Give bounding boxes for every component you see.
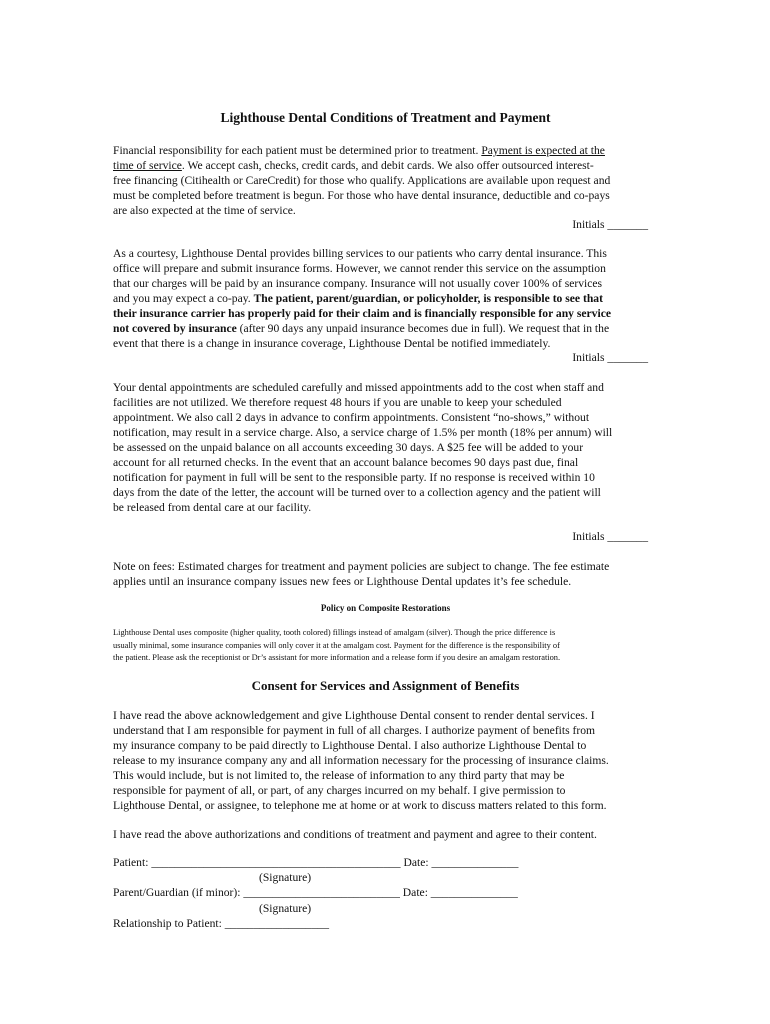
fees-note-paragraph bbox=[113, 559, 658, 589]
paragraph-line: days from the date of the letter, the account will be turned over to a collection agency and the patient will bbox=[113, 486, 601, 499]
paragraph-line: understand that I am responsible for payment in full of all charges. I authorize payment of benefits from bbox=[113, 724, 596, 737]
patient-signature-caption: (Signature) bbox=[259, 871, 312, 884]
composite-policy-paragraph bbox=[113, 627, 658, 665]
consent-title: Consent for Services and Assignment of Benefits bbox=[251, 678, 520, 693]
guardian-signature-line[interactable]: Parent/Guardian (if minor): ___________________________ Date: _______________ bbox=[113, 886, 518, 899]
paragraph-line: appointment. We also call 2 days in advance to confirm appointments. Consistent “no-shows,” without bbox=[113, 411, 590, 424]
initials-field[interactable]: Initials _______ bbox=[572, 351, 648, 364]
paragraph-line: Lighthouse Dental uses composite (higher quality, tooth colored) fillings instead of amalgam (silver). Though the price difference is bbox=[113, 628, 556, 637]
paragraph-line: notification for payment in full will be sent to the responsible party. If no response is received within 10 bbox=[113, 471, 595, 484]
paragraph-line: not covered by insurance (after 90 days any unpaid insurance becomes due in full). We request that in the bbox=[113, 322, 610, 335]
paragraph-line: release to my insurance company any and all information necessary for the processing of insurance claims. bbox=[113, 754, 609, 767]
paragraph-line: the patient. Please ask the receptionist or Dr’s assistant for more information and a release form if you desire an amalgam restoration. bbox=[113, 653, 561, 662]
paragraph-line: account for all returned checks. In the event that an account balance becomes 90 days past due, final bbox=[113, 456, 579, 469]
paragraph-line: notification, may result in a service charge. Also, a service charge of 1.5% per month (18% per annum) will bbox=[113, 426, 613, 439]
appointments-paragraph bbox=[113, 380, 658, 515]
paragraph-line: facilities are not utilized. We therefore request 48 hours if you are unable to keep your scheduled bbox=[113, 396, 562, 409]
paragraph-line: Your dental appointments are scheduled carefully and missed appointments add to the cost when staff and bbox=[113, 381, 604, 394]
paragraph-line: free financing (Citihealth or CareCredit) for those who qualify. Applications are available upon request and bbox=[113, 174, 611, 187]
paragraph-line: I have read the above authorizations and conditions of treatment and payment and agree to their content. bbox=[113, 828, 597, 841]
paragraph-line: event that there is a change in insurance coverage, Lighthouse Dental be notified immediately. bbox=[113, 337, 551, 350]
agreement-statement bbox=[113, 827, 658, 842]
paragraph-line: office will prepare and submit insurance forms. However, we cannot render this service on the assumption bbox=[113, 262, 606, 275]
guardian-signature-caption: (Signature) bbox=[259, 902, 312, 915]
initials-field[interactable]: Initials _______ bbox=[572, 530, 648, 543]
paragraph-line: As a courtesy, Lighthouse Dental provides billing services to our patients who carry dental insurance. This bbox=[113, 247, 607, 260]
document-title: Lighthouse Dental Conditions of Treatment and Payment bbox=[220, 110, 551, 125]
paragraph-line: be assessed on the unpaid balance on all accounts exceeding 30 days. A $25 fee will be added to your bbox=[113, 441, 584, 454]
paragraph-line: applies until an insurance company issues new fees or Lighthouse Dental updates it’s fee schedule. bbox=[113, 575, 572, 588]
paragraph-line: Note on fees: Estimated charges for treatment and payment policies are subject to change. The fee estimate bbox=[113, 560, 610, 573]
financial-responsibility-paragraph bbox=[113, 143, 658, 218]
paragraph-line: This would include, but is not limited to, the release of information to any third party that may be bbox=[113, 769, 565, 782]
patient-signature-line[interactable]: Patient: ___________________________________________ Date: _______________ bbox=[113, 856, 519, 869]
paragraph-line: time of service. We accept cash, checks, credit cards, and debit cards. We also offer outsourced interest- bbox=[113, 159, 594, 172]
paragraph-line: are also expected at the time of service. bbox=[113, 204, 296, 217]
paragraph-line: their insurance carrier has properly paid for their claim and is financially responsible for any service bbox=[113, 307, 611, 320]
paragraph-line: my insurance company to be paid directly to Lighthouse Dental. I also authorize Lighthouse Dental to bbox=[113, 739, 587, 752]
paragraph-line: Financial responsibility for each patient must be determined prior to treatment. Payment is expected at the bbox=[113, 144, 605, 157]
paragraph-line: responsible for payment of all, or part, of any charges incurred on my behalf. I give permission to bbox=[113, 784, 566, 797]
initials-field[interactable]: Initials _______ bbox=[572, 218, 648, 231]
paragraph-line: that our charges will be paid by an insurance company. Insurance will not usually cover 100% of services bbox=[113, 277, 603, 290]
paragraph-line: I have read the above acknowledgement and give Lighthouse Dental consent to render dental services. I bbox=[113, 709, 595, 722]
paragraph-line: Lighthouse Dental, or assignee, to telephone me at home or at work to discuss matters related to this form. bbox=[113, 799, 607, 812]
paragraph-line: usually minimal, some insurance companies will only cover it at the amalgam cost. Payment for the difference is the responsibility of bbox=[113, 640, 560, 650]
paragraph-line: and you may expect a co-pay. The patient, parent/guardian, or policyholder, is responsible to see that bbox=[113, 292, 603, 305]
insurance-paragraph bbox=[113, 246, 658, 351]
relationship-field[interactable]: Relationship to Patient: __________________ bbox=[113, 917, 330, 930]
paragraph-line: be released from dental care at our facility. bbox=[113, 501, 312, 514]
consent-paragraph bbox=[113, 708, 658, 813]
composite-policy-title: Policy on Composite Restorations bbox=[320, 603, 451, 613]
paragraph-line: must be completed before treatment is begun. For those who have dental insurance, deductible and co-pays bbox=[113, 189, 610, 202]
